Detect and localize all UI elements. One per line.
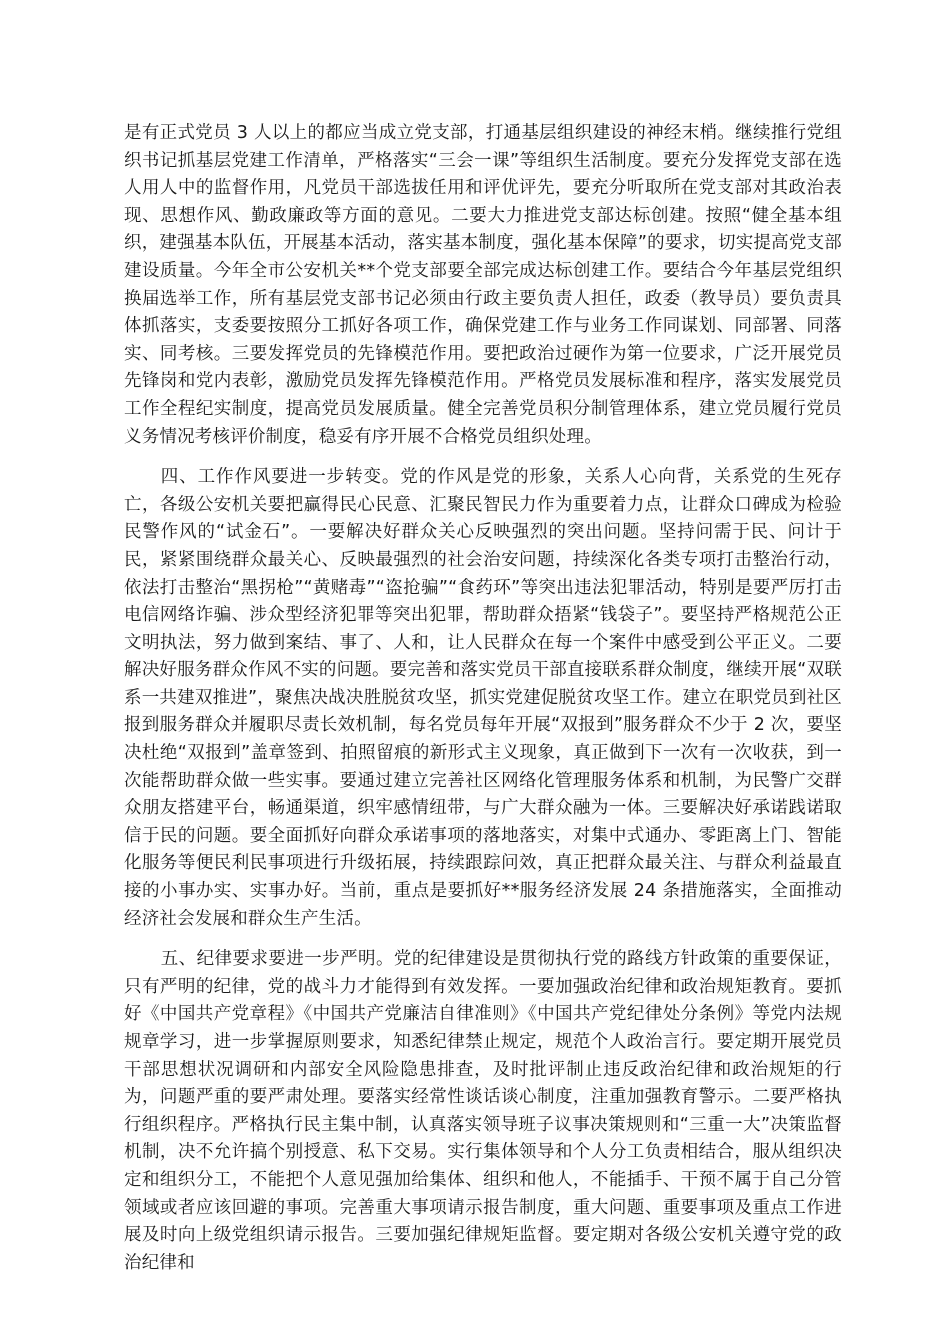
- document-body: [124, 120, 842, 1290]
- paragraph-continuation: 是有正式党员 3 人以上的都应当成立党支部，打通基层组织建设的神经末梢。继续推行党组织书记抓基层党建工作清单，严格落实“三会一课”等组织生活制度。要充分发挥党支部在选人用人中的监督作用，凡党员干部选拔任用和评优评先，要充分听取所在党支部对其政治表现、思想作风、勤政廉政等方面的意见。二要大力推进党支部达标创建。按照“健全基本组织，建强基本队伍，开展基本活动，落实基本制度，强化基本保障”的要求，切实提高党支部建设质量。今年全市公安机关**个党支部要全部完成达标创建工作。要结合今年基层党组织换届选举工作，所有基层党支部书记必须由行政主要负责人担任，政委（教导员）要负责具体抓落实，支委要按照分工抓好各项工作，确保党建工作与业务工作同谋划、同部署、同落实、同考核。三要发挥党员的先锋模范作用。要把政治过硬作为第一位要求，广泛开展党员先锋岗和党内表彰，激励党员发挥先锋模范作用。严格党员发展标准和程序，落实发展党员工作全程纪实制度，提高党员发展质量。健全完善党员积分制管理体系，建立党员履行党员义务情况考核评价制度，稳妥有序开展不合格党员组织处理。: [124, 123, 842, 447]
- paragraph-section-four: 四、工作作风要进一步转变。党的作风是党的形象，关系人心向背，关系党的生死存亡，各级公安机关要把赢得民心民意、汇聚民智民力作为重要着力点，让群众口碑成为检验民警作风的“试金石”。一要解决好群众关心反映强烈的突出问题。坚持问需于民、问计于民，紧紧围绕群众最关心、反映最强烈的社会治安问题，持续深化各类专项打击整治行动，依法打击整治“黑拐枪”“黄赌毒”“盗抢骗”“食药环”等突出违法犯罪活动，特别是要严厉打击电信网络诈骗、涉众型经济犯罪等突出犯罪，帮助群众捂紧“钱袋子”。要坚持严格规范公正文明执法，努力做到案结、事了、人和，让人民群众在每一个案件中感受到公平正义。二要解决好服务群众作风不实的问题。要完善和落实党员干部直接联系群众制度，继续开展“双联系一共建双推进”，聚焦决战决胜脱贫攻坚，抓实党建促脱贫攻坚工作。建立在职党员到社区报到服务群众并履职尽责长效机制，每名党员每年开展“双报到”服务群众不少于 2 次，要坚决杜绝“双报到”盖章签到、拍照留痕的新形式主义现象，真正做到下一次有一次收获，到一次能帮助群众做一些实事。要通过建立完善社区网络化管理服务体系和机制，为民警广交群众朋友搭建平台，畅通渠道，织牢感情纽带，与广大群众融为一体。三要解决好承诺践诺取信于民的问题。要全面抓好向群众承诺事项的落地落实，对集中式通办、零距离上门、智能化服务等便民利民事项进行升级拓展，持续跟踪问效，真正把群众最关注、与群众利益最直接的小事办实、实事办好。当前，重点是要抓好**服务经济发展 24 条措施落实，全面推动经济社会发展和群众生产生活。: [124, 467, 842, 929]
- paragraph-section-five: 五、纪律要求要进一步严明。党的纪律建设是贯彻执行党的路线方针政策的重要保证，只有严明的纪律，党的战斗力才能得到有效发挥。一要加强政治纪律和政治规矩教育。要抓好《中国共产党章程》《中国共产党廉洁自律准则》《中国共产党纪律处分条例》等党内法规规章学习，进一步掌握原则要求，知悉纪律禁止规定，规范个人政治言行。要定期开展党员干部思想状况调研和内部安全风险隐患排查，及时批评制止违反政治纪律和政治规矩的行为，问题严重的要严肃处理。要落实经常性谈话谈心制度，注重加强教育警示。二要严格执行组织程序。严格执行民主集中制，认真落实领导班子议事决策规则和“三重一大”决策监督机制，决不允许搞个别授意、私下交易。实行集体领导和个人分工负责相结合，服从组织决定和组织分工，不能把个人意见强加给集体、组织和他人，不能插手、干预不属于自己分管领域或者应该回避的事项。完善重大事项请示报告制度，重大问题、重要事项及重点工作进展及时向上级党组织请示报告。三要加强纪律规矩监督。要定期对各级公安机关遵守党的政治纪律和: [124, 949, 842, 1273]
